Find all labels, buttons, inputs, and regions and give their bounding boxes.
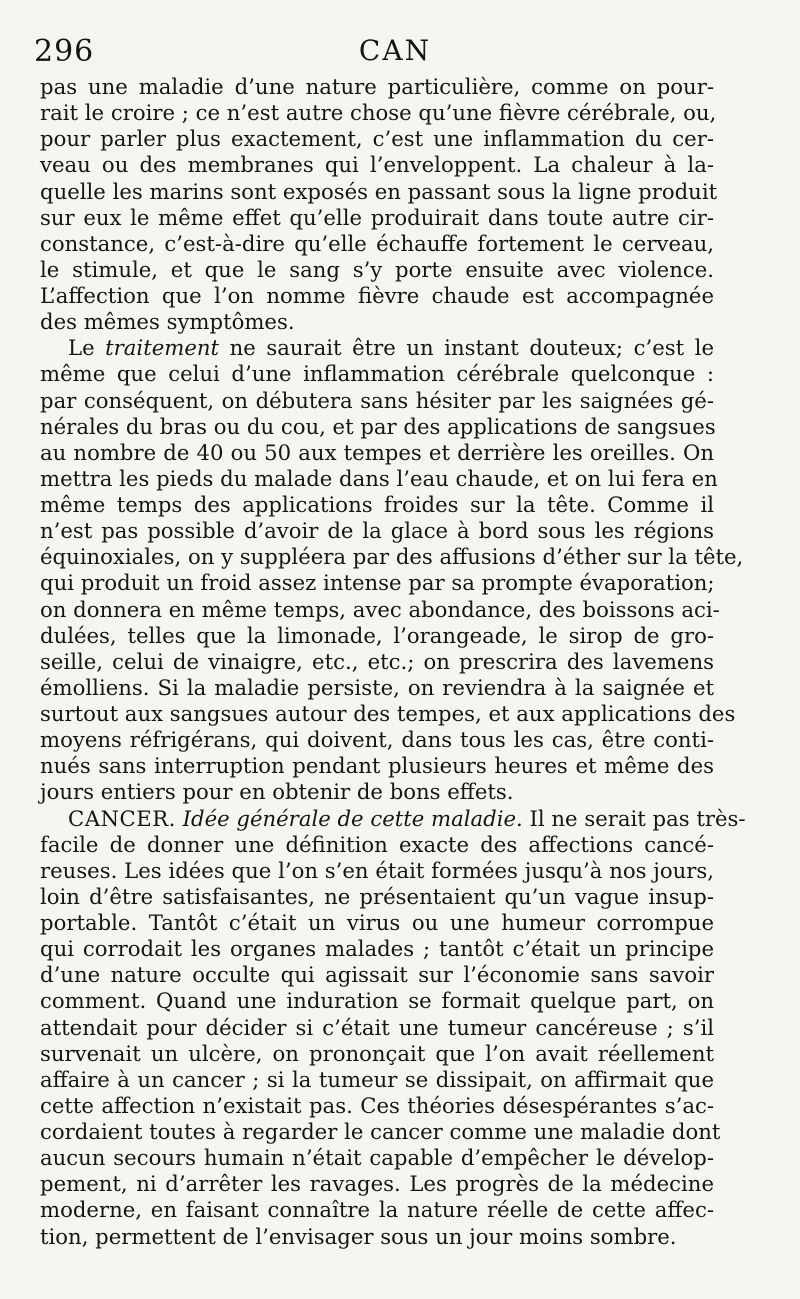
running-head: CAN bbox=[358, 34, 432, 67]
text-line: mettra les pieds du malade dans l’eau chaude, et on lui fera en bbox=[40, 465, 718, 491]
text-line: affaire à un cancer ; si la tumeur se dissipait, on affirmait que bbox=[40, 1066, 714, 1092]
text-line: le stimule, et que le sang s’y porte ensuite avec violence. bbox=[40, 256, 714, 282]
paragraph-2 bbox=[40, 335, 744, 805]
text-line: n’est pas possible d’avoir de la glace à bord sous les régions bbox=[40, 518, 714, 544]
text-line: pour parler plus exactement, c’est une inflammation du cer- bbox=[40, 126, 714, 152]
text-line: comment. Quand une induration se formait quelque part, on bbox=[40, 988, 714, 1014]
text-line: moderne, en faisant connaître la nature réelle de cette affec- bbox=[40, 1197, 714, 1223]
text-line: au nombre de 40 ou 50 aux tempes et derrière les oreilles. On bbox=[40, 439, 714, 465]
text-line: attendait pour décider si c’était une tumeur cancéreuse ; s’il bbox=[40, 1014, 714, 1040]
text-line: moyens réfrigérans, qui doivent, dans tous les cas, être conti- bbox=[40, 727, 714, 753]
text-line: surtout aux sangsues autour des tempes, et aux applications des bbox=[40, 701, 736, 726]
text-line: émolliens. Si la maladie persiste, on reviendra à la saignée et bbox=[40, 674, 714, 700]
text-line: aucun secours humain n’était capable d’empêcher le dévelop- bbox=[40, 1145, 714, 1171]
italic-subtitle: Idée générale de cette maladie. bbox=[175, 805, 523, 831]
text-line: sur eux le même effet qu’elle produirait dans toute autre cir- bbox=[40, 204, 714, 230]
text-line: même que celui d’une inflammation cérébrale quelconque : bbox=[40, 361, 714, 387]
text-line: qui corrodait les organes malades ; tantôt c’était un principe bbox=[40, 936, 714, 962]
text-line: L’affection que l’on nomme fièvre chaude est accompagnée bbox=[40, 283, 714, 308]
text-line: quelle les marins sont exposés en passant sous la ligne produit bbox=[40, 178, 718, 204]
text-line: portable. Tantôt c’était un virus ou une humeur corrompue bbox=[40, 910, 714, 935]
text-line: facile de donner une définition exacte des affections cancé- bbox=[40, 831, 714, 857]
text-line bbox=[40, 805, 746, 832]
text-run: Le bbox=[68, 335, 106, 361]
text-line: des mêmes symptômes. bbox=[40, 309, 295, 335]
text-line: cordaient toutes à regarder le cancer comme une maladie dont bbox=[40, 1119, 721, 1144]
page-header bbox=[34, 34, 756, 74]
text-line: pas une maladie d’une nature particulière, comme on pour- bbox=[40, 74, 714, 99]
text-line: même temps des applications froides sur la tête. Comme il bbox=[40, 492, 714, 517]
paragraph-3 bbox=[40, 805, 746, 1250]
text-line: équinoxiales, on y suppléera par des affusions d’éther sur la tête, bbox=[40, 544, 744, 570]
text-line: nués sans interruption pendant plusieurs heures et même des bbox=[40, 753, 714, 779]
text-line: jours entiers pour en obtenir de bons effets. bbox=[40, 779, 514, 805]
text-line: tion, permettent de l’envisager sous un jour moins sombre. bbox=[40, 1223, 677, 1249]
text-line: nérales du bras ou du cou, et par des applications de sangsues bbox=[40, 413, 716, 439]
text-run: Il ne serait pas très- bbox=[522, 805, 746, 831]
text-line: survenait un ulcère, on prononçait que l’on avait réellement bbox=[40, 1040, 714, 1066]
page-number: 296 bbox=[34, 34, 95, 69]
text-line: on donnera en même temps, avec abondance, des boissons aci- bbox=[40, 596, 720, 622]
text-line: veau ou des membranes qui l’enveloppent. La chaleur à la- bbox=[40, 152, 714, 178]
text-line: rait le croire ; ce n’est autre chose qu’une fièvre cérébrale, ou, bbox=[40, 100, 717, 126]
text-line: reuses. Les idées que l’on s’en était formées jusqu’à nos jours, bbox=[40, 857, 714, 883]
text-run: ne saurait être un instant douteux; c’est le bbox=[219, 335, 714, 361]
page-body bbox=[40, 74, 746, 1250]
entry-headword: CANCER. bbox=[68, 805, 176, 831]
text-line: loin d’être satisfaisantes, ne présentaient qu’un vague insup- bbox=[40, 883, 714, 909]
text-line: d’une nature occulte qui agissait sur l’économie sans savoir bbox=[40, 962, 714, 988]
text-line: dulées, telles que la limonade, l’orangeade, le sirop de gro- bbox=[40, 622, 714, 648]
text-line: par conséquent, on débutera sans hésiter par les saignées gé- bbox=[40, 387, 714, 413]
text-line: cette affection n’existait pas. Ces théories désespérantes s’ac- bbox=[40, 1092, 714, 1118]
text-line bbox=[40, 335, 714, 361]
text-line: seille, celui de vinaigre, etc., etc.; on prescrira des lavemens bbox=[40, 648, 714, 674]
italic-term: traitement bbox=[105, 335, 220, 361]
text-line: pement, ni d’arrêter les ravages. Les progrès de la médecine bbox=[40, 1171, 714, 1197]
paragraph-1 bbox=[40, 74, 718, 335]
text-line: qui produit un froid assez intense par sa prompte évaporation; bbox=[40, 570, 715, 596]
text-line: constance, c’est-à-dire qu’elle échauffe fortement le cerveau, bbox=[40, 230, 714, 256]
